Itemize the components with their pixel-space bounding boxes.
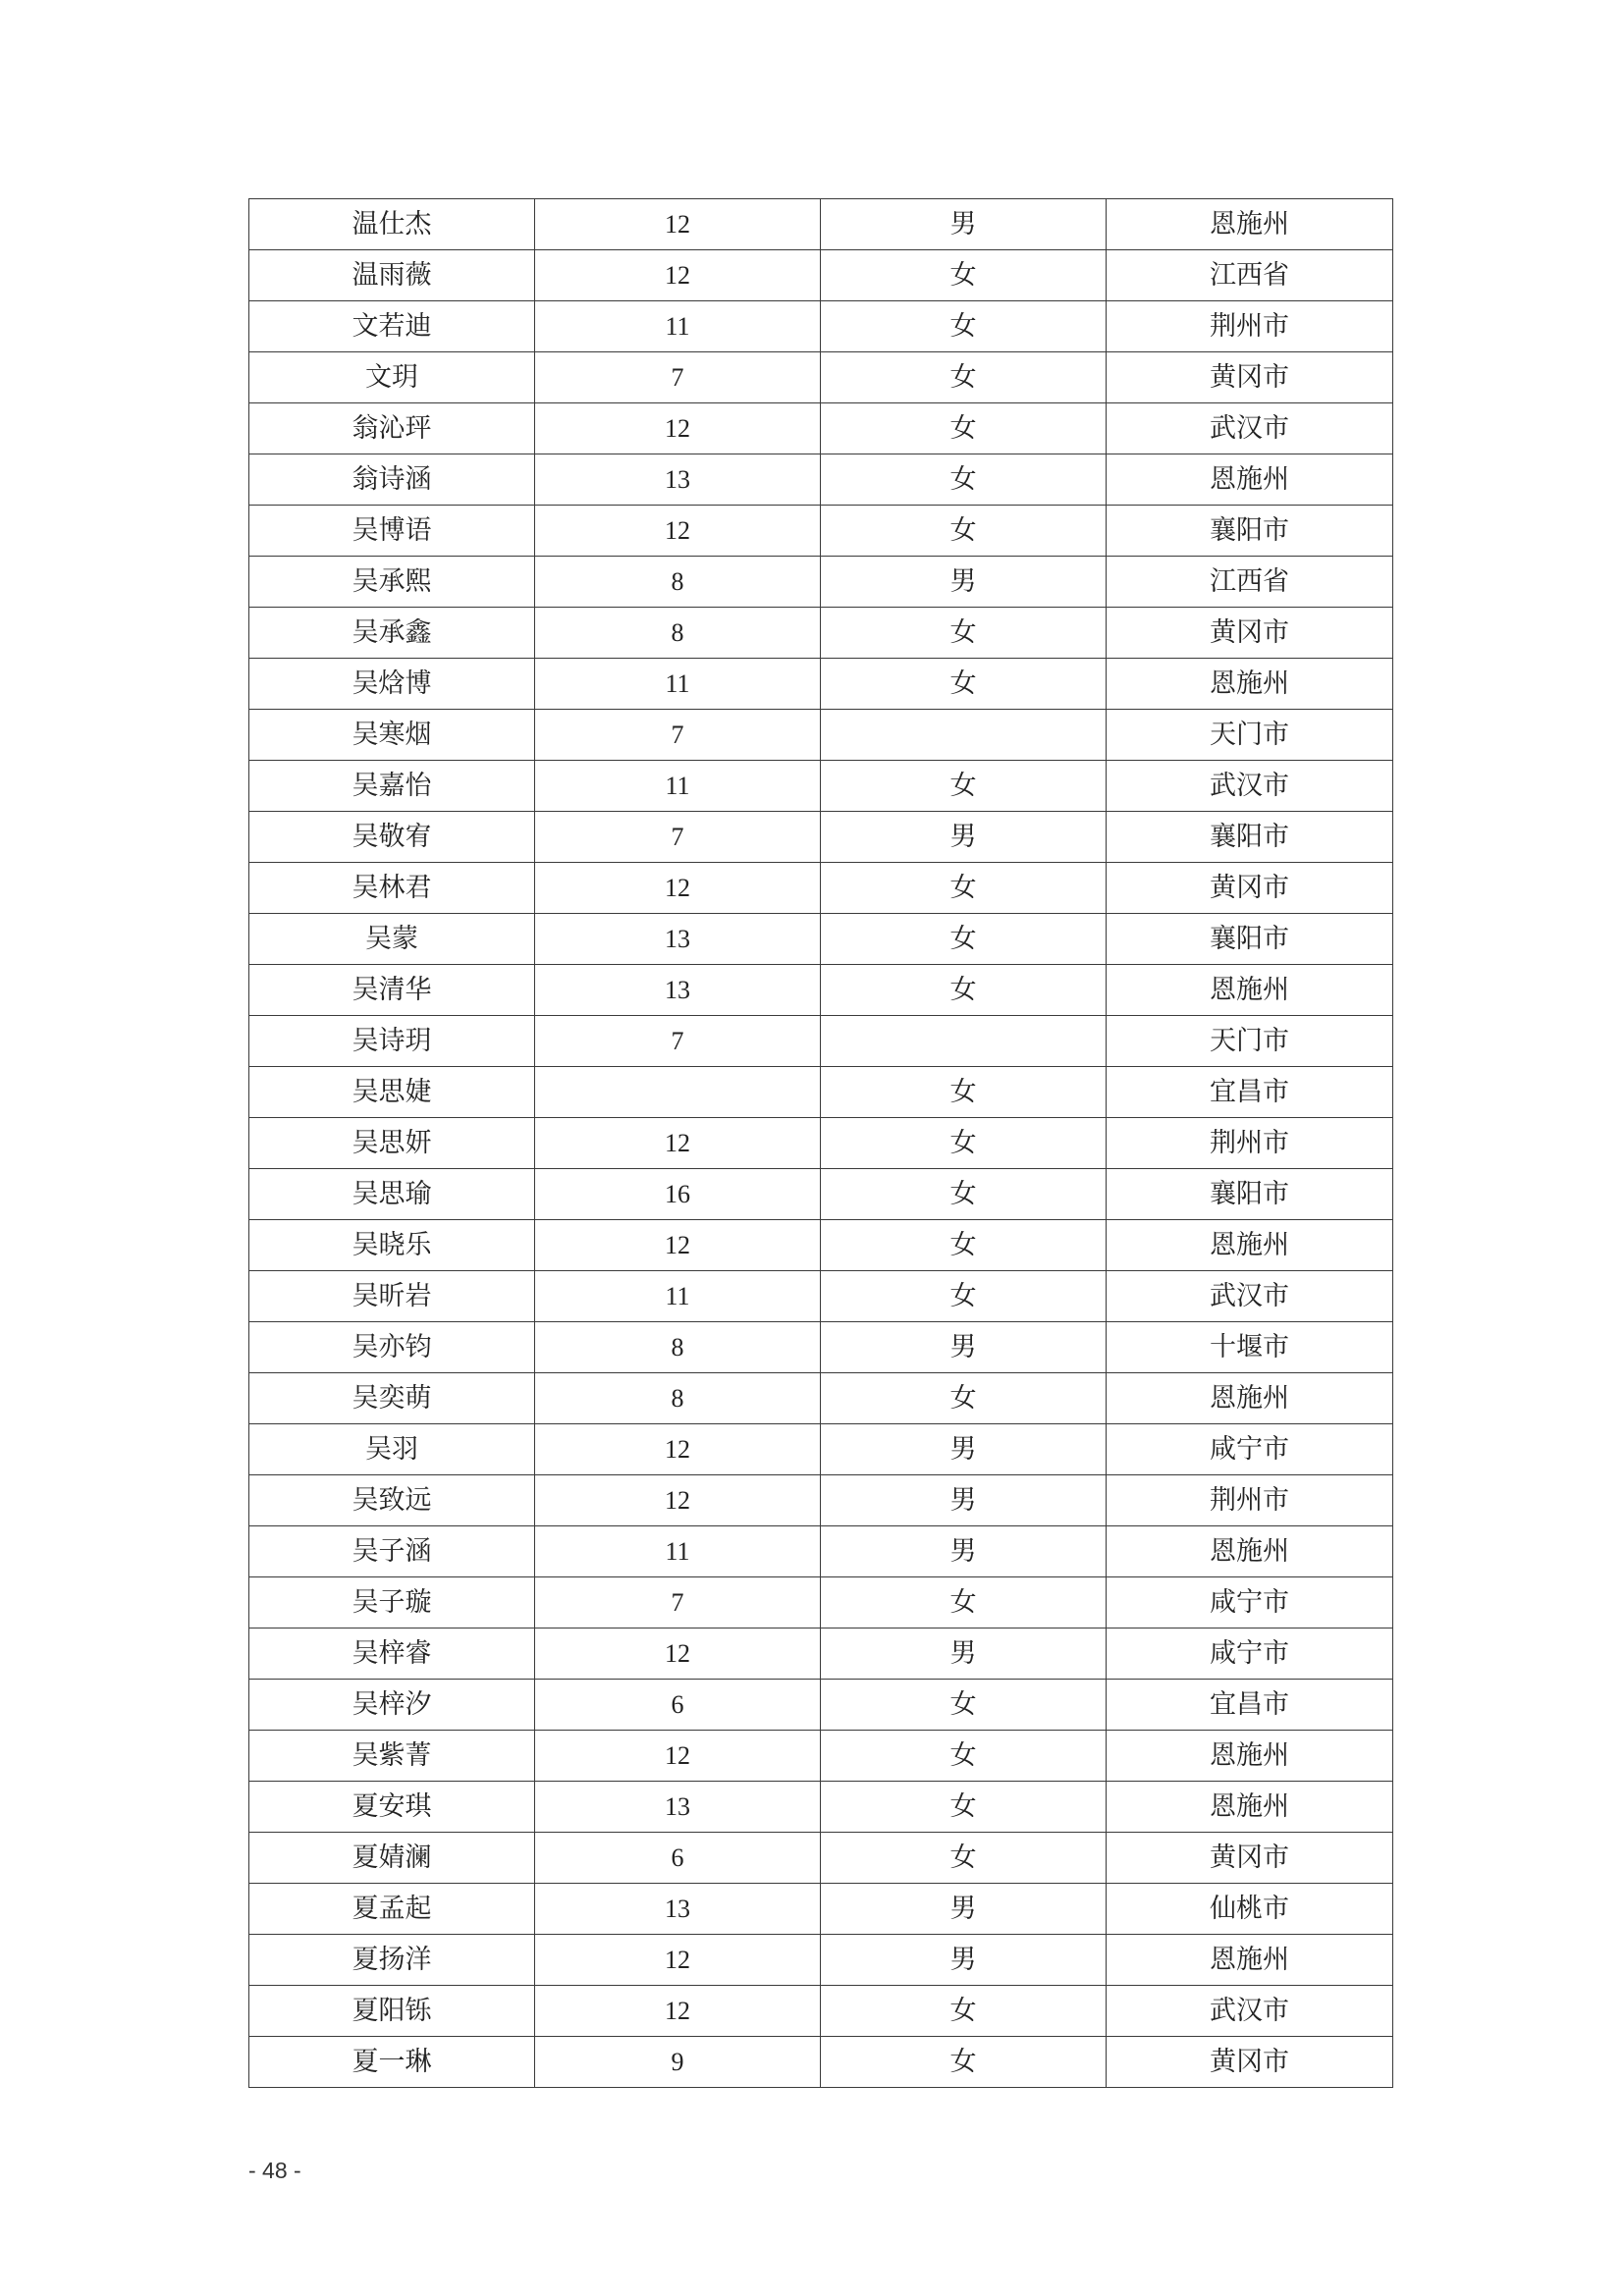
age-cell: 12 <box>535 1220 821 1271</box>
age-cell: 12 <box>535 1629 821 1680</box>
gender-cell: 男 <box>821 1475 1107 1526</box>
table-row <box>249 506 1393 557</box>
name-cell: 吴子璇 <box>249 1577 535 1629</box>
table-row <box>249 557 1393 608</box>
gender-cell: 男 <box>821 1884 1107 1935</box>
table-row <box>249 1680 1393 1731</box>
age-cell: 13 <box>535 965 821 1016</box>
gender-cell: 女 <box>821 1169 1107 1220</box>
age-cell <box>535 1067 821 1118</box>
age-cell: 13 <box>535 1884 821 1935</box>
page-number: - 48 - <box>248 2158 301 2183</box>
name-cell: 吴思婕 <box>249 1067 535 1118</box>
age-cell: 16 <box>535 1169 821 1220</box>
name-cell: 吴焓博 <box>249 659 535 710</box>
table-row <box>249 1935 1393 1986</box>
table-row <box>249 199 1393 250</box>
age-cell: 12 <box>535 1118 821 1169</box>
name-cell: 夏孟起 <box>249 1884 535 1935</box>
age-cell: 11 <box>535 301 821 352</box>
name-cell: 吴寒烟 <box>249 710 535 761</box>
name-cell: 吴奕萌 <box>249 1373 535 1424</box>
region-cell: 恩施州 <box>1107 1782 1393 1833</box>
gender-cell: 男 <box>821 557 1107 608</box>
name-cell: 温仕杰 <box>249 199 535 250</box>
region-cell: 江西省 <box>1107 557 1393 608</box>
region-cell: 武汉市 <box>1107 1271 1393 1322</box>
name-cell: 吴诗玥 <box>249 1016 535 1067</box>
gender-cell: 女 <box>821 1067 1107 1118</box>
table-row <box>249 1424 1393 1475</box>
region-cell: 恩施州 <box>1107 1373 1393 1424</box>
name-cell: 吴蒙 <box>249 914 535 965</box>
region-cell: 荆州市 <box>1107 301 1393 352</box>
age-cell: 7 <box>535 710 821 761</box>
region-cell: 恩施州 <box>1107 1935 1393 1986</box>
age-cell: 8 <box>535 1373 821 1424</box>
table-row <box>249 352 1393 403</box>
name-cell: 夏扬洋 <box>249 1935 535 1986</box>
gender-cell: 男 <box>821 199 1107 250</box>
region-cell: 襄阳市 <box>1107 506 1393 557</box>
name-cell: 吴思妍 <box>249 1118 535 1169</box>
table-row <box>249 710 1393 761</box>
name-cell: 夏阳铄 <box>249 1986 535 2037</box>
region-cell: 仙桃市 <box>1107 1884 1393 1935</box>
gender-cell: 女 <box>821 454 1107 506</box>
name-cell: 吴敬宥 <box>249 812 535 863</box>
name-cell: 吴晓乐 <box>249 1220 535 1271</box>
table-row <box>249 250 1393 301</box>
gender-cell: 女 <box>821 2037 1107 2088</box>
name-cell: 吴嘉怡 <box>249 761 535 812</box>
region-cell: 襄阳市 <box>1107 914 1393 965</box>
gender-cell: 女 <box>821 403 1107 454</box>
gender-cell: 女 <box>821 1220 1107 1271</box>
gender-cell: 女 <box>821 352 1107 403</box>
table-row <box>249 1067 1393 1118</box>
name-cell: 吴承鑫 <box>249 608 535 659</box>
table-row <box>249 1220 1393 1271</box>
region-cell: 黄冈市 <box>1107 608 1393 659</box>
name-cell: 吴亦钧 <box>249 1322 535 1373</box>
table-row <box>249 1016 1393 1067</box>
gender-cell: 男 <box>821 812 1107 863</box>
table-row <box>249 1731 1393 1782</box>
table-row <box>249 1629 1393 1680</box>
table-row <box>249 1884 1393 1935</box>
name-cell: 吴昕岩 <box>249 1271 535 1322</box>
gender-cell: 女 <box>821 1577 1107 1629</box>
gender-cell: 女 <box>821 250 1107 301</box>
age-cell: 11 <box>535 1271 821 1322</box>
name-cell: 吴林君 <box>249 863 535 914</box>
name-cell: 吴羽 <box>249 1424 535 1475</box>
region-cell: 襄阳市 <box>1107 1169 1393 1220</box>
name-cell: 吴思瑜 <box>249 1169 535 1220</box>
name-cell: 吴紫菁 <box>249 1731 535 1782</box>
name-cell: 吴承熙 <box>249 557 535 608</box>
age-cell: 12 <box>535 1986 821 2037</box>
region-cell: 天门市 <box>1107 710 1393 761</box>
gender-cell: 女 <box>821 1680 1107 1731</box>
region-cell: 宜昌市 <box>1107 1680 1393 1731</box>
name-cell: 文玥 <box>249 352 535 403</box>
gender-cell: 男 <box>821 1629 1107 1680</box>
gender-cell: 女 <box>821 301 1107 352</box>
gender-cell: 女 <box>821 1986 1107 2037</box>
table-row <box>249 1373 1393 1424</box>
table-row <box>249 301 1393 352</box>
gender-cell: 女 <box>821 608 1107 659</box>
gender-cell: 女 <box>821 1373 1107 1424</box>
region-cell: 恩施州 <box>1107 1731 1393 1782</box>
gender-cell: 女 <box>821 1118 1107 1169</box>
name-cell: 吴梓睿 <box>249 1629 535 1680</box>
gender-cell: 女 <box>821 863 1107 914</box>
table-row <box>249 914 1393 965</box>
age-cell: 11 <box>535 659 821 710</box>
region-cell: 咸宁市 <box>1107 1629 1393 1680</box>
region-cell: 宜昌市 <box>1107 1067 1393 1118</box>
name-cell: 文若迪 <box>249 301 535 352</box>
gender-cell: 女 <box>821 659 1107 710</box>
region-cell: 恩施州 <box>1107 454 1393 506</box>
region-cell: 武汉市 <box>1107 1986 1393 2037</box>
region-cell: 荆州市 <box>1107 1475 1393 1526</box>
table-row <box>249 812 1393 863</box>
age-cell: 12 <box>535 506 821 557</box>
gender-cell: 女 <box>821 1833 1107 1884</box>
table-row <box>249 454 1393 506</box>
table-row <box>249 608 1393 659</box>
age-cell: 13 <box>535 454 821 506</box>
gender-cell: 男 <box>821 1526 1107 1577</box>
roster-table-body <box>249 199 1393 2088</box>
age-cell: 7 <box>535 352 821 403</box>
table-row <box>249 965 1393 1016</box>
region-cell: 黄冈市 <box>1107 352 1393 403</box>
region-cell: 恩施州 <box>1107 965 1393 1016</box>
name-cell: 吴子涵 <box>249 1526 535 1577</box>
table-row <box>249 1833 1393 1884</box>
region-cell: 黄冈市 <box>1107 1833 1393 1884</box>
age-cell: 7 <box>535 1577 821 1629</box>
region-cell: 黄冈市 <box>1107 2037 1393 2088</box>
gender-cell <box>821 1016 1107 1067</box>
region-cell: 恩施州 <box>1107 1220 1393 1271</box>
gender-cell: 女 <box>821 965 1107 1016</box>
table-row <box>249 403 1393 454</box>
region-cell: 咸宁市 <box>1107 1577 1393 1629</box>
age-cell: 6 <box>535 1833 821 1884</box>
gender-cell: 女 <box>821 1731 1107 1782</box>
age-cell: 7 <box>535 1016 821 1067</box>
table-row <box>249 1271 1393 1322</box>
name-cell: 温雨薇 <box>249 250 535 301</box>
gender-cell: 女 <box>821 1271 1107 1322</box>
name-cell: 翁沁玶 <box>249 403 535 454</box>
gender-cell <box>821 710 1107 761</box>
table-row <box>249 863 1393 914</box>
name-cell: 夏安琪 <box>249 1782 535 1833</box>
table-row <box>249 1169 1393 1220</box>
region-cell: 恩施州 <box>1107 199 1393 250</box>
table-row <box>249 2037 1393 2088</box>
age-cell: 12 <box>535 863 821 914</box>
age-cell: 13 <box>535 914 821 965</box>
gender-cell: 女 <box>821 761 1107 812</box>
name-cell: 吴致远 <box>249 1475 535 1526</box>
age-cell: 6 <box>535 1680 821 1731</box>
name-cell: 夏一琳 <box>249 2037 535 2088</box>
roster-table <box>248 198 1393 2088</box>
table-row <box>249 1526 1393 1577</box>
age-cell: 12 <box>535 403 821 454</box>
age-cell: 8 <box>535 608 821 659</box>
region-cell: 恩施州 <box>1107 1526 1393 1577</box>
region-cell: 十堰市 <box>1107 1322 1393 1373</box>
age-cell: 11 <box>535 1526 821 1577</box>
name-cell: 夏婧澜 <box>249 1833 535 1884</box>
age-cell: 13 <box>535 1782 821 1833</box>
region-cell: 恩施州 <box>1107 659 1393 710</box>
region-cell: 武汉市 <box>1107 403 1393 454</box>
region-cell: 天门市 <box>1107 1016 1393 1067</box>
region-cell: 襄阳市 <box>1107 812 1393 863</box>
name-cell: 吴清华 <box>249 965 535 1016</box>
region-cell: 荆州市 <box>1107 1118 1393 1169</box>
gender-cell: 男 <box>821 1424 1107 1475</box>
age-cell: 12 <box>535 1731 821 1782</box>
age-cell: 9 <box>535 2037 821 2088</box>
region-cell: 武汉市 <box>1107 761 1393 812</box>
table-row <box>249 1475 1393 1526</box>
name-cell: 翁诗涵 <box>249 454 535 506</box>
table-row <box>249 1118 1393 1169</box>
gender-cell: 女 <box>821 1782 1107 1833</box>
table-row <box>249 1782 1393 1833</box>
gender-cell: 女 <box>821 914 1107 965</box>
gender-cell: 女 <box>821 506 1107 557</box>
age-cell: 12 <box>535 1424 821 1475</box>
name-cell: 吴博语 <box>249 506 535 557</box>
age-cell: 12 <box>535 1475 821 1526</box>
table-row <box>249 659 1393 710</box>
table-row <box>249 1577 1393 1629</box>
name-cell: 吴梓汐 <box>249 1680 535 1731</box>
gender-cell: 男 <box>821 1322 1107 1373</box>
table-row <box>249 1986 1393 2037</box>
age-cell: 12 <box>535 250 821 301</box>
age-cell: 8 <box>535 557 821 608</box>
age-cell: 8 <box>535 1322 821 1373</box>
region-cell: 江西省 <box>1107 250 1393 301</box>
age-cell: 12 <box>535 199 821 250</box>
table-row <box>249 761 1393 812</box>
gender-cell: 男 <box>821 1935 1107 1986</box>
table-row <box>249 1322 1393 1373</box>
age-cell: 7 <box>535 812 821 863</box>
region-cell: 黄冈市 <box>1107 863 1393 914</box>
age-cell: 11 <box>535 761 821 812</box>
age-cell: 12 <box>535 1935 821 1986</box>
region-cell: 咸宁市 <box>1107 1424 1393 1475</box>
